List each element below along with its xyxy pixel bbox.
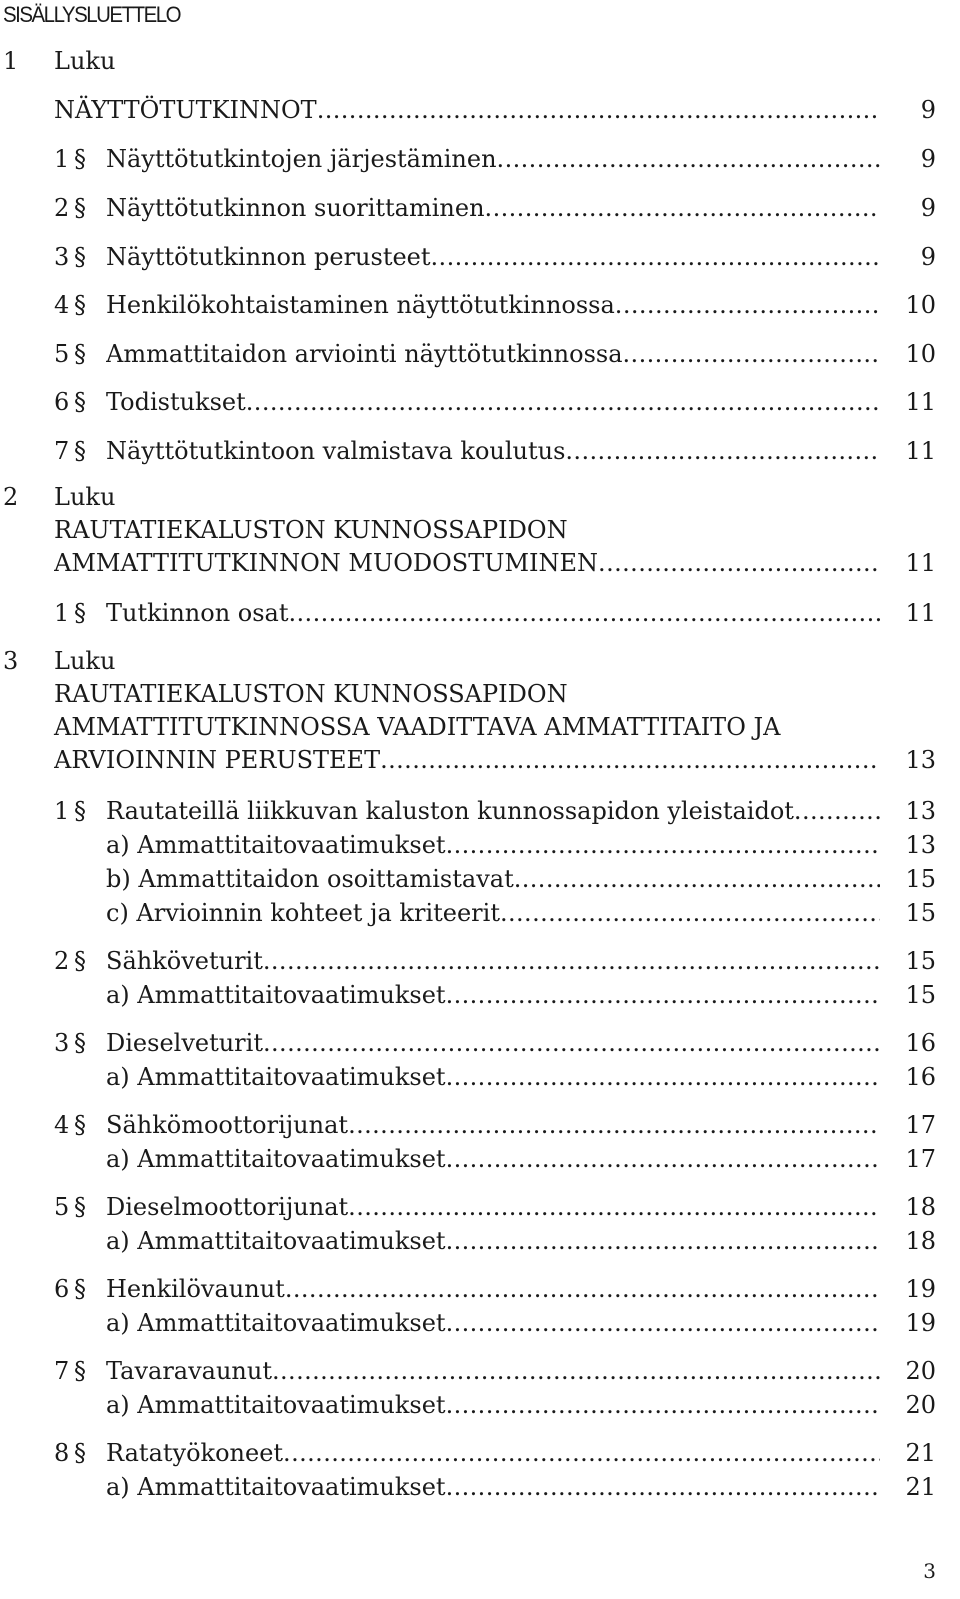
dot-leader [446, 978, 880, 1012]
subentry-page: 19 [905, 1309, 936, 1337]
section-number: 7 [54, 437, 70, 465]
subentry-page: 17 [905, 1145, 936, 1173]
dot-leader [485, 191, 880, 225]
dot-leader [446, 1060, 880, 1094]
section-sign: § [74, 145, 86, 173]
subentry-title: a) Ammattitaitovaatimukset [106, 981, 446, 1009]
dot-leader [446, 828, 880, 862]
entry-title: Todistukset [106, 388, 246, 416]
dot-leader [263, 1026, 880, 1060]
entry-page: 16 [905, 1029, 936, 1057]
toc-entry[interactable] [0, 596, 960, 630]
entry-title: Rautateillä liikkuvan kaluston kunnossapidon yleistaidot [106, 797, 794, 825]
subentry-page: 15 [905, 899, 936, 927]
toc-subentry[interactable] [0, 896, 960, 930]
entry-page: 21 [905, 1439, 936, 1467]
chapter-3-label: Luku [54, 647, 116, 675]
section-sign: § [74, 340, 86, 368]
entry-page: 10 [905, 291, 936, 319]
entry-title: Näyttötutkintojen järjestäminen [106, 145, 497, 173]
dot-leader [446, 1388, 880, 1422]
toc-subentry[interactable] [0, 1470, 960, 1504]
dot-leader [283, 1436, 880, 1470]
toc-entry[interactable] [0, 1108, 960, 1142]
toc-entry[interactable] [0, 337, 960, 371]
section-sign: § [74, 243, 86, 271]
entry-title: Henkilökohtaistaminen näyttötutkinnossa [106, 291, 615, 319]
entry-page: 9 [920, 243, 936, 271]
subentry-title: a) Ammattitaitovaatimukset [106, 1473, 446, 1501]
toc-entry[interactable] [0, 1190, 960, 1224]
subentry-page: 13 [905, 831, 936, 859]
entry-title: Ammattitaidon arviointi näyttötutkinnossa [106, 340, 623, 368]
section-number: 6 [54, 388, 70, 416]
toc-subentry[interactable] [0, 862, 960, 896]
subentry-title: a) Ammattitaitovaatimukset [106, 1145, 446, 1173]
section-sign: § [74, 797, 86, 825]
page-number: 3 [923, 1559, 936, 1583]
dot-leader [348, 1108, 880, 1142]
dot-leader [317, 93, 880, 127]
subentry-page: 15 [905, 981, 936, 1009]
section-sign: § [74, 291, 86, 319]
chapter-2-title: AMMATTITUTKINNON MUODOSTUMINEN [54, 549, 599, 577]
subentry-page: 16 [905, 1063, 936, 1091]
dot-leader [263, 944, 880, 978]
dot-leader [794, 794, 880, 828]
chapter-3-number: 3 [3, 647, 19, 675]
entry-page: 11 [905, 599, 936, 627]
entry-page: 15 [905, 947, 936, 975]
entry-title: Näyttötutkinnon perusteet [106, 243, 431, 271]
chapter-1-title: NÄYTTÖTUTKINNOT [54, 96, 317, 124]
chapter-1-number: 1 [3, 47, 19, 75]
dot-leader [497, 142, 880, 176]
section-sign: § [74, 599, 86, 627]
section-sign: § [74, 1275, 86, 1303]
chapter-2-title-row[interactable] [0, 546, 960, 580]
chapter-2-title-line: RAUTATIEKALUSTON KUNNOSSAPIDON [54, 516, 568, 544]
section-number: 3 [54, 243, 70, 271]
section-sign: § [74, 1357, 86, 1385]
chapter-2-label: Luku [54, 483, 116, 511]
toc-entry[interactable] [0, 944, 960, 978]
toc-subentry[interactable] [0, 1388, 960, 1422]
dot-leader [285, 1272, 880, 1306]
section-sign: § [74, 437, 86, 465]
dot-leader [446, 1142, 880, 1176]
entry-title: Henkilövaunut [106, 1275, 285, 1303]
chapter-3-page: 13 [905, 746, 936, 774]
subentry-title: a) Ammattitaitovaatimukset [106, 1063, 446, 1091]
subentry-title: c) Arvioinnin kohteet ja kriteerit [106, 899, 500, 927]
subentry-title: a) Ammattitaitovaatimukset [106, 1391, 446, 1419]
toc-entry[interactable] [0, 1436, 960, 1470]
entry-title: Näyttötutkintoon valmistava koulutus [106, 437, 566, 465]
toc-entry[interactable] [0, 1354, 960, 1388]
entry-page: 13 [905, 797, 936, 825]
subentry-title: a) Ammattitaitovaatimukset [106, 1309, 446, 1337]
chapter-2-page: 11 [905, 549, 936, 577]
entry-page: 20 [905, 1357, 936, 1385]
toc-entry[interactable] [0, 142, 960, 176]
dot-leader [623, 337, 880, 371]
subentry-page: 18 [905, 1227, 936, 1255]
toc-subentry[interactable] [0, 1224, 960, 1258]
section-number: 2 [54, 947, 70, 975]
entry-title: Dieselmoottorijunat [106, 1193, 349, 1221]
entry-title: Ratatyökoneet [106, 1439, 284, 1467]
dot-leader [446, 1470, 880, 1504]
toc-heading: SISÄLLYSLUETTELO [3, 2, 181, 27]
section-sign: § [74, 388, 86, 416]
dot-leader [289, 596, 881, 630]
entry-page: 11 [905, 437, 936, 465]
toc-entry[interactable] [0, 191, 960, 225]
section-number: 8 [54, 1439, 70, 1467]
dot-leader [246, 385, 880, 419]
dot-leader [446, 1224, 880, 1258]
section-number: 7 [54, 1357, 70, 1385]
section-number: 5 [54, 340, 70, 368]
toc-entry[interactable] [0, 288, 960, 322]
subentry-page: 20 [905, 1391, 936, 1419]
subentry-title: a) Ammattitaitovaatimukset [106, 831, 446, 859]
toc-entry[interactable] [0, 1026, 960, 1060]
chapter-1-title-row[interactable] [0, 93, 960, 127]
dot-leader [348, 1190, 880, 1224]
section-number: 4 [54, 1111, 70, 1139]
chapter-3-title-line: RAUTATIEKALUSTON KUNNOSSAPIDON [54, 680, 568, 708]
entry-title: Näyttötutkinnon suorittaminen [106, 194, 485, 222]
chapter-1-page: 9 [920, 96, 936, 124]
dot-leader [272, 1354, 880, 1388]
section-sign: § [74, 1439, 86, 1467]
toc-entry[interactable] [0, 385, 960, 419]
entry-title: Tavaravaunut [106, 1357, 272, 1385]
dot-leader [598, 546, 880, 580]
chapter-1-label: Luku [54, 47, 116, 75]
chapter-2-number: 2 [3, 483, 19, 511]
dot-leader [565, 434, 880, 468]
section-sign: § [74, 194, 86, 222]
toc-subentry[interactable] [0, 1060, 960, 1094]
entry-page: 11 [905, 388, 936, 416]
entry-title: Sähkömoottorijunat [106, 1111, 349, 1139]
section-number: 1 [54, 599, 70, 627]
section-number: 3 [54, 1029, 70, 1057]
dot-leader [431, 240, 880, 274]
toc-subentry[interactable] [0, 1142, 960, 1176]
toc-entry[interactable] [0, 794, 960, 828]
toc-subentry[interactable] [0, 828, 960, 862]
section-number: 1 [54, 797, 70, 825]
subentry-page: 21 [905, 1473, 936, 1501]
dot-leader [615, 288, 880, 322]
section-sign: § [74, 1111, 86, 1139]
entry-page: 17 [905, 1111, 936, 1139]
section-number: 2 [54, 194, 70, 222]
dot-leader [514, 862, 880, 896]
toc-entry[interactable] [0, 434, 960, 468]
section-sign: § [74, 947, 86, 975]
toc-entry[interactable] [0, 1272, 960, 1306]
section-sign: § [74, 1193, 86, 1221]
subentry-page: 15 [905, 865, 936, 893]
toc-subentry[interactable] [0, 978, 960, 1012]
chapter-3-title-line: AMMATTITUTKINNOSSA VAADITTAVA AMMATTITAITO JA [54, 713, 781, 741]
section-number: 5 [54, 1193, 70, 1221]
chapter-3-title: ARVIOINNIN PERUSTEET [54, 746, 381, 774]
entry-page: 9 [920, 145, 936, 173]
entry-page: 19 [905, 1275, 936, 1303]
section-number: 1 [54, 145, 70, 173]
subentry-title: b) Ammattitaidon osoittamistavat [106, 865, 514, 893]
entry-title: Tutkinnon osat [106, 599, 289, 627]
section-sign: § [74, 1029, 86, 1057]
dot-leader [380, 743, 880, 777]
entry-page: 9 [920, 194, 936, 222]
entry-title: Sähköveturit [106, 947, 263, 975]
toc-subentry[interactable] [0, 1306, 960, 1340]
entry-title: Dieselveturit [106, 1029, 263, 1057]
section-number: 6 [54, 1275, 70, 1303]
toc-entry[interactable] [0, 240, 960, 274]
dot-leader [500, 896, 880, 930]
entry-page: 10 [905, 340, 936, 368]
dot-leader [446, 1306, 880, 1340]
chapter-3-title-row[interactable] [0, 743, 960, 777]
entry-page: 18 [905, 1193, 936, 1221]
section-number: 4 [54, 291, 70, 319]
subentry-title: a) Ammattitaitovaatimukset [106, 1227, 446, 1255]
